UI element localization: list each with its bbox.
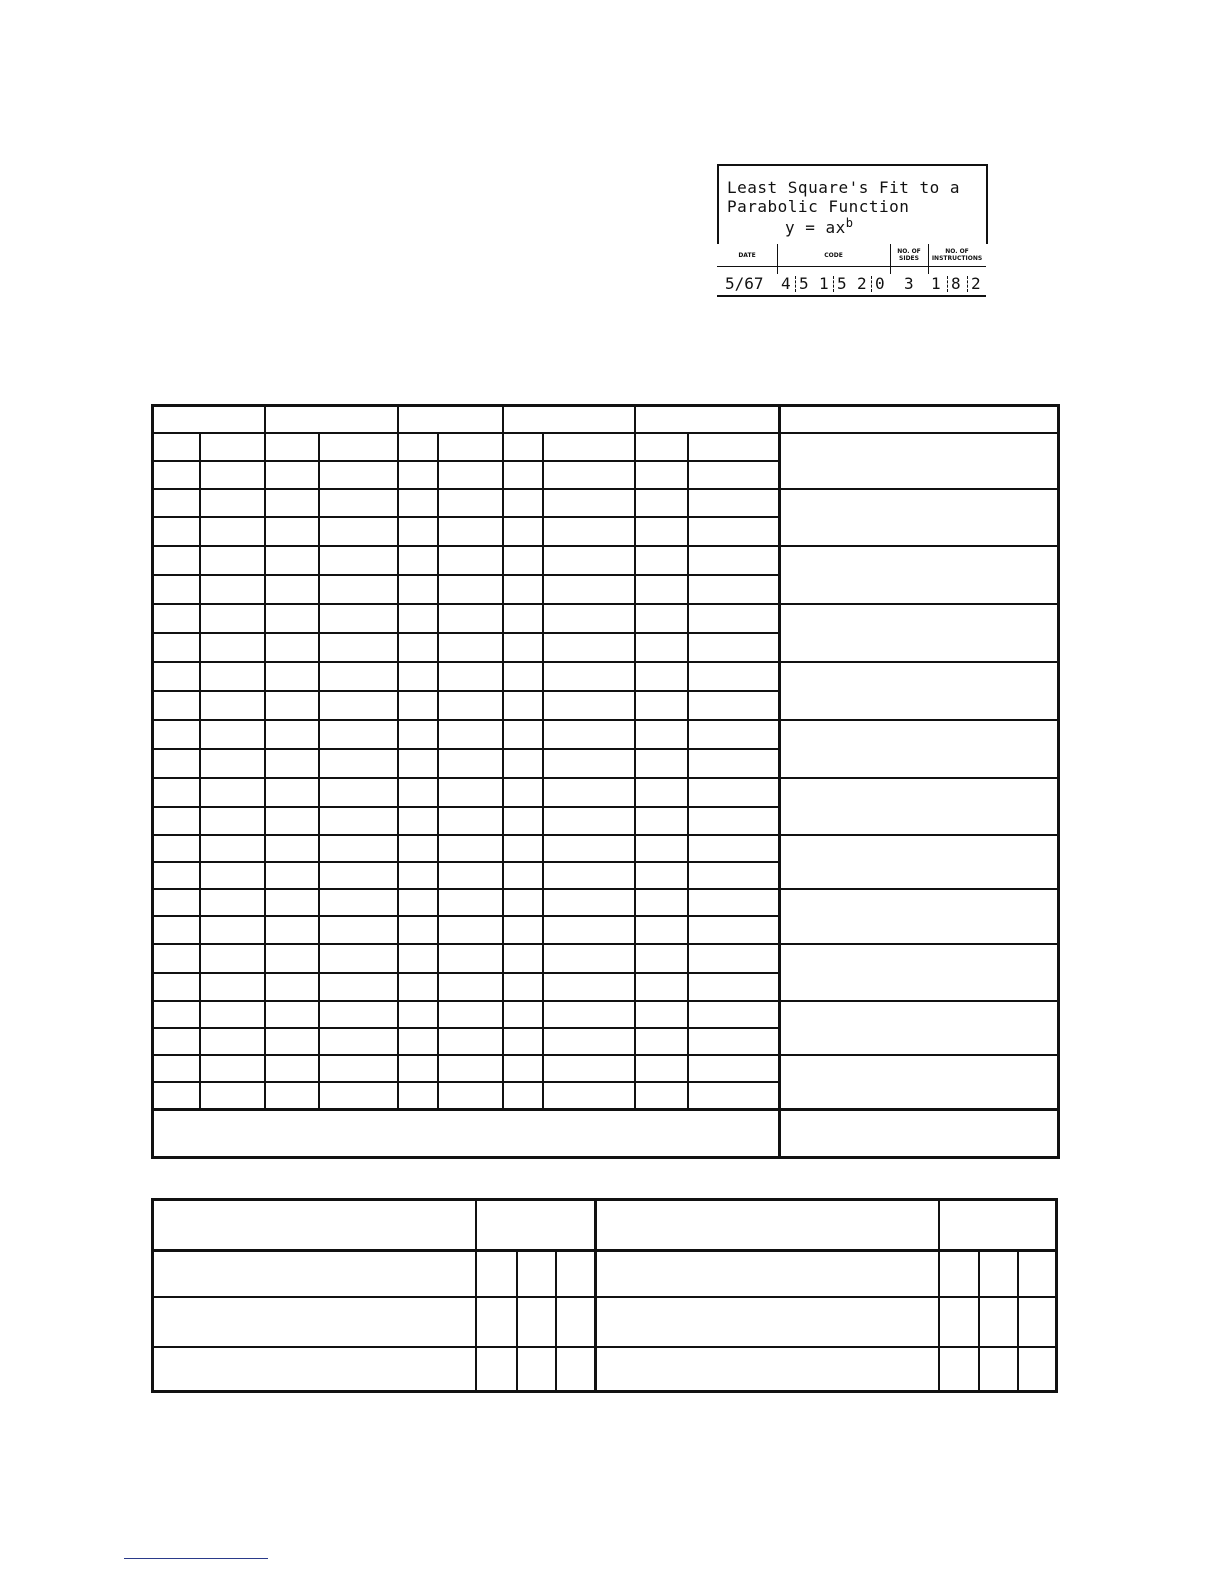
code-digit-separator — [795, 276, 796, 292]
instructions-digit-separator — [967, 276, 968, 292]
table-subcolumn-divider — [1017, 1249, 1019, 1393]
comment-row-rule — [778, 888, 1060, 890]
code-digit: 5 — [799, 274, 809, 293]
comment-row-rule — [778, 719, 1060, 721]
header-divider — [717, 266, 986, 267]
grid-row-rule — [154, 516, 778, 518]
grid-row-rule — [154, 888, 778, 890]
grid-column-divider — [397, 407, 399, 1111]
instructions-header: NO. OF INSTRUCTIONS — [931, 248, 983, 262]
table-center-divider — [594, 1201, 597, 1393]
comment-row-rule — [778, 488, 1060, 490]
grid-row-rule — [154, 943, 778, 945]
comment-row-rule — [778, 1000, 1060, 1002]
table-row-rule — [154, 1296, 1058, 1298]
program-formula — [785, 216, 854, 237]
grid-subcolumn-divider — [687, 432, 689, 1108]
program-meta — [717, 244, 986, 298]
comment-row-rule — [778, 661, 1060, 663]
code-digit: 2 — [857, 274, 867, 293]
grid-row-rule — [154, 661, 778, 663]
code-header: CODE — [824, 251, 843, 259]
instructions-digit: 2 — [971, 274, 981, 293]
instructions-digit: 1 — [931, 274, 941, 293]
grid-row-rule — [154, 574, 778, 576]
comment-row-rule — [778, 1054, 1060, 1056]
comment-row-rule — [778, 603, 1060, 605]
grid-row-rule — [154, 861, 778, 863]
program-title-line-1: Least Square's Fit to a — [727, 178, 961, 197]
grid-row-rule — [154, 1081, 778, 1083]
table-column-divider — [938, 1201, 940, 1393]
grid-row-rule — [154, 834, 778, 836]
grid-comment-divider — [778, 407, 781, 1159]
program-coding-grid — [151, 404, 1060, 1159]
code-digit: 4 — [781, 274, 791, 293]
formula-text: y = ax — [785, 218, 846, 237]
grid-subcolumn-divider — [542, 432, 544, 1108]
instructions-digit: 8 — [951, 274, 961, 293]
grid-row-rule — [154, 915, 778, 917]
grid-row-rule — [154, 488, 778, 490]
grid-row-rule — [154, 1000, 778, 1002]
grid-row-rule — [154, 460, 778, 462]
program-title-box — [717, 164, 988, 244]
comment-row-rule — [778, 777, 1060, 779]
comment-row-rule — [778, 943, 1060, 945]
grid-column-divider — [502, 407, 504, 1111]
code-digit: 1 — [819, 274, 829, 293]
meta-divider — [928, 244, 929, 274]
code-digit: 0 — [875, 274, 885, 293]
grid-subcolumn-divider — [437, 432, 439, 1108]
grid-footer-rule — [154, 1108, 1060, 1111]
grid-row-rule — [154, 1054, 778, 1056]
grid-row-rule — [154, 1027, 778, 1029]
grid-row-rule — [154, 777, 778, 779]
meta-divider — [890, 244, 891, 274]
grid-row-rule — [154, 806, 778, 808]
table-subcolumn-divider — [978, 1249, 980, 1393]
register-table — [151, 1198, 1058, 1393]
table-subcolumn-divider — [516, 1249, 518, 1393]
grid-column-divider — [634, 407, 636, 1111]
meta-bottom-rule — [717, 295, 986, 297]
grid-row-rule — [154, 748, 778, 750]
code-digit-separator — [871, 276, 872, 292]
grid-row-rule — [154, 719, 778, 721]
table-row-rule — [154, 1346, 1058, 1348]
table-column-divider — [475, 1201, 477, 1393]
grid-row-rule — [154, 690, 778, 692]
program-title-line-2: Parabolic Function — [727, 197, 910, 216]
grid-row-rule — [154, 632, 778, 634]
sides-value: 3 — [904, 274, 914, 293]
date-header: DATE — [738, 251, 756, 259]
instructions-digit-separator — [947, 276, 948, 292]
comment-row-rule — [778, 834, 1060, 836]
date-value: 5/67 — [725, 274, 764, 293]
grid-subcolumn-divider — [318, 432, 320, 1108]
formula-exponent: b — [845, 216, 854, 230]
meta-divider — [777, 244, 778, 274]
grid-subcolumn-divider — [199, 432, 201, 1108]
grid-row-rule — [154, 545, 778, 547]
grid-column-divider — [264, 407, 266, 1111]
grid-row-rule — [154, 972, 778, 974]
comment-row-rule — [778, 545, 1060, 547]
table-subcolumn-divider — [555, 1249, 557, 1393]
footnote-rule — [124, 1558, 268, 1559]
code-digit-separator — [833, 276, 834, 292]
program-label — [717, 164, 988, 298]
sides-header: NO. OF SIDES — [897, 248, 921, 262]
grid-header-rule — [154, 432, 1060, 434]
table-header-rule — [154, 1249, 1058, 1252]
code-digit: 5 — [837, 274, 847, 293]
grid-row-rule — [154, 603, 778, 605]
